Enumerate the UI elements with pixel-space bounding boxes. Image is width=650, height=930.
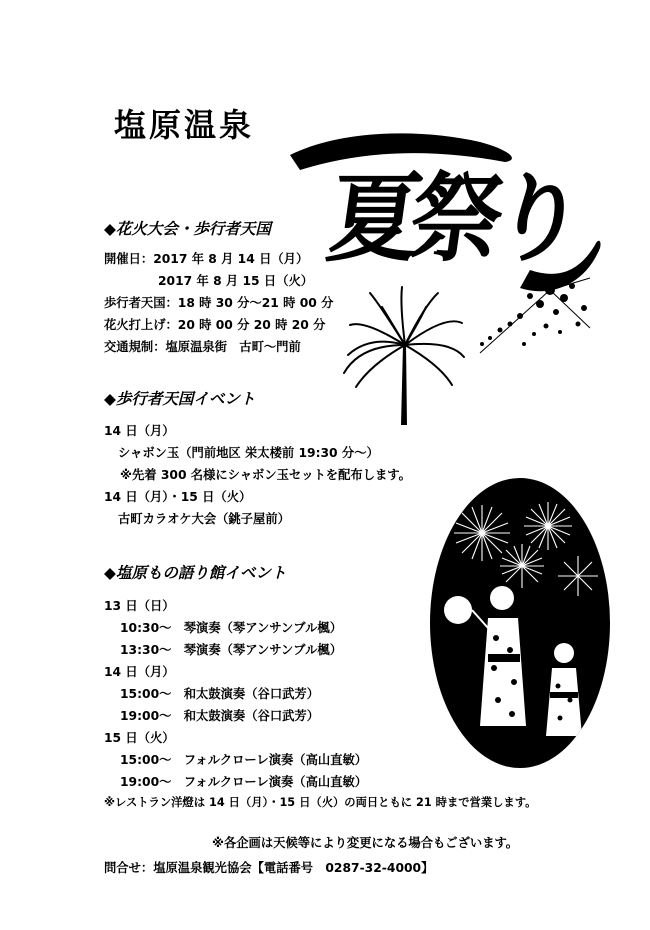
section-heading-fireworks: ◆花火大会・歩行者天国 — [104, 220, 271, 238]
list-item: 14 日（月） — [104, 424, 175, 438]
restaurant-note: ※レストラン洋燈は 14 日（月）・15 日（火）の両日ともに 21 時まで営業します。 — [104, 796, 537, 809]
list-item: 古町カラオケ大会（銚子屋前） — [118, 512, 290, 526]
list-item: 19:00～ フォルクローレ演奏（高山直敏） — [120, 775, 368, 789]
contact-info: 問合せ：塩原温泉観光協会【電話番号 0287-32-4000】 — [104, 861, 434, 875]
fireworks-time: 花火打上げ：20 時 00 分 20 時 20 分 — [104, 318, 326, 332]
event-date-second: 2017 年 8 月 15 日（火） — [158, 274, 314, 288]
event-subtitle: 塩原温泉 — [114, 106, 255, 144]
event-date: 開催日：2017 年 8 月 14 日（月） — [104, 252, 309, 266]
list-item: 10:30～ 琴演奏（琴アンサンブル楓） — [120, 621, 342, 635]
list-item: 15:00～ フォルクローレ演奏（高山直敏） — [120, 753, 368, 767]
main-title: 夏祭り — [320, 161, 583, 276]
section-heading-museum-events: ◆塩原もの語り館イベント — [104, 564, 287, 582]
list-item: 19:00～ 和太鼓演奏（谷口武芳） — [120, 709, 320, 723]
list-item: 14 日（月）・15 日（火） — [104, 490, 252, 504]
change-notice: ※各企画は天候等により変更になる場合もございます。 — [212, 836, 519, 850]
pedestrian-hours: 歩行者天国：18 時 30 分～21 時 00 分 — [104, 296, 334, 310]
firework-illustration-top — [460, 268, 600, 363]
list-item: 15 日（火） — [104, 731, 175, 745]
list-item: 15:00～ 和太鼓演奏（谷口武芳） — [120, 687, 320, 701]
list-item: 13:30～ 琴演奏（琴アンサンブル楓） — [120, 643, 342, 657]
list-item: シャボン玉（門前地区 栄太楼前 19:30 分～） — [118, 446, 379, 460]
list-item: ※先着 300 名様にシャボン玉セットを配布します。 — [120, 468, 411, 482]
section-heading-pedestrian-events: ◆歩行者天国イベント — [104, 390, 256, 408]
list-item: 13 日（日） — [104, 599, 175, 613]
traffic-restriction: 交通規制：塩原温泉街 古町～門前 — [104, 340, 301, 354]
firework-illustration-palm — [340, 285, 470, 435]
summer-festival-illustration — [430, 478, 610, 768]
list-item: 14 日（月） — [104, 665, 175, 679]
